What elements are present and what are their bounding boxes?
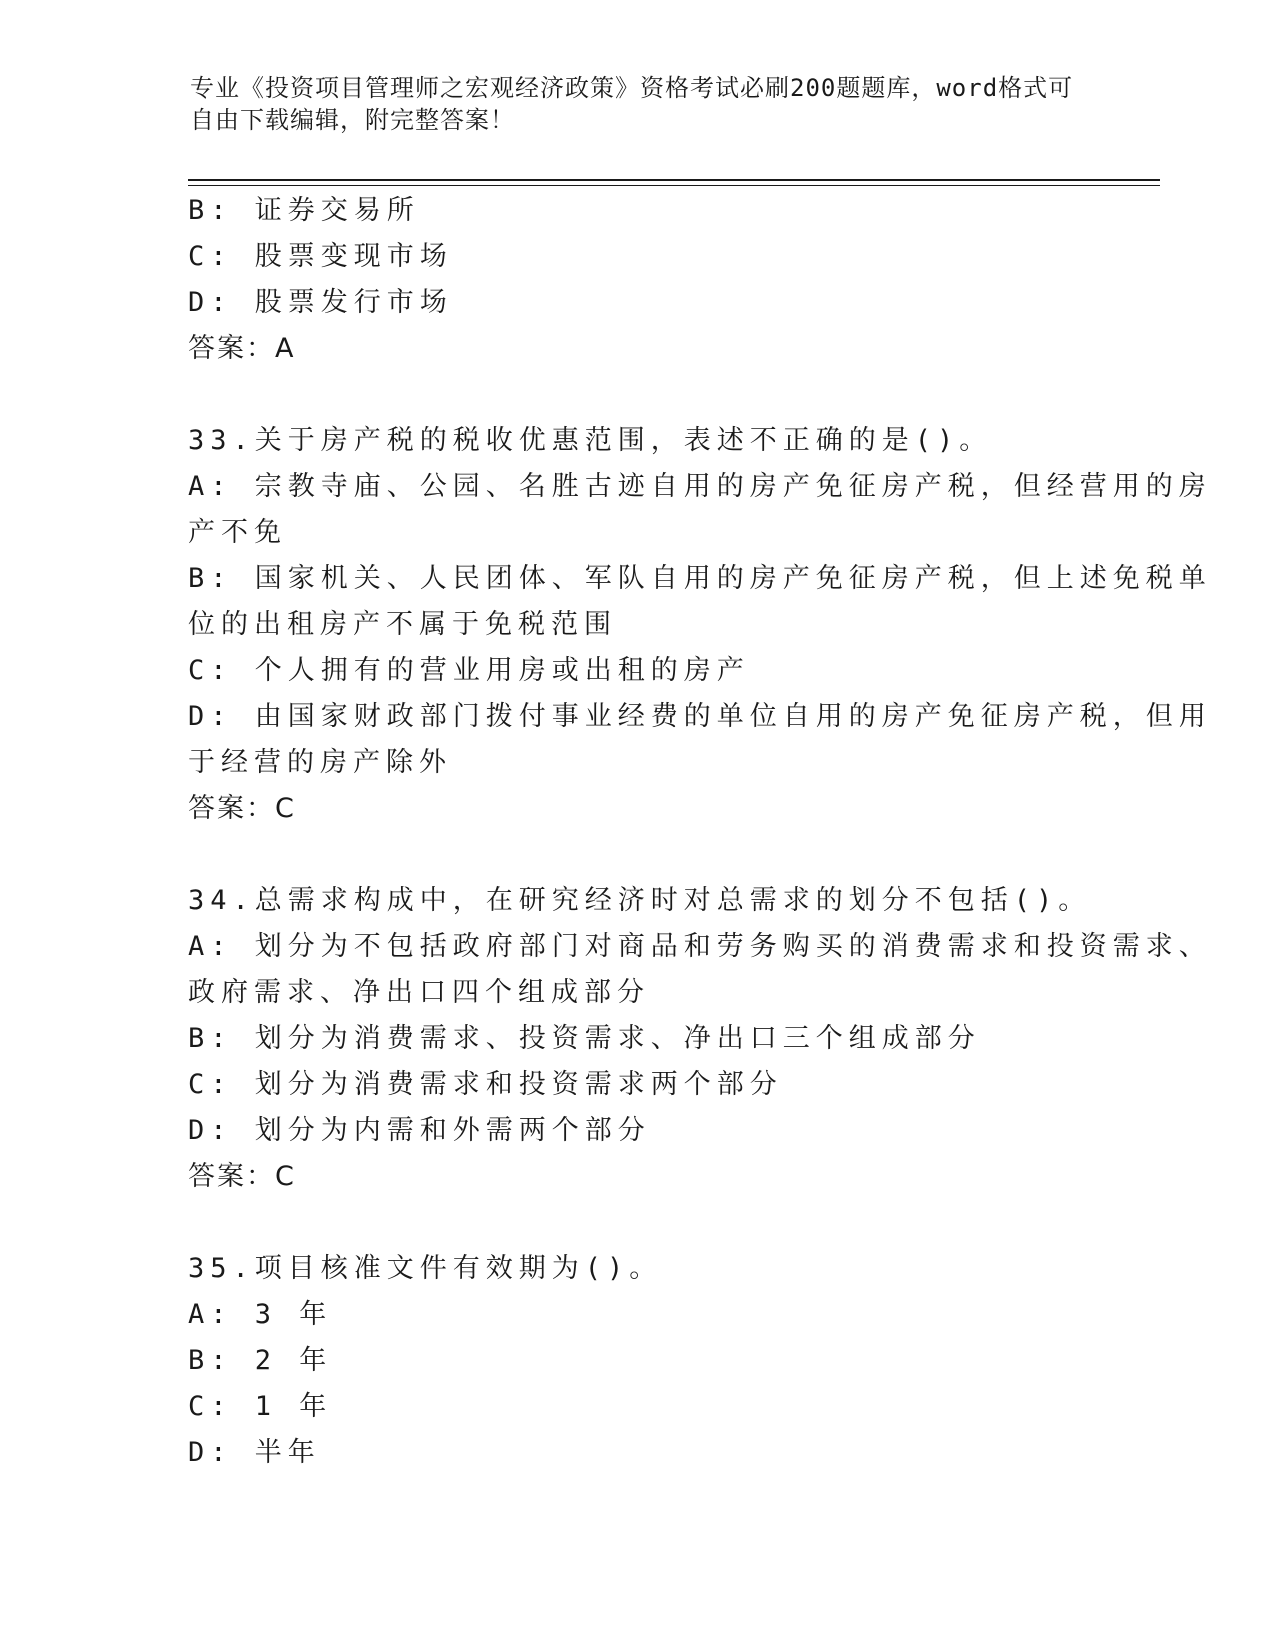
question-text: 34.总需求构成中，在研究经济时对总需求的划分不包括()。: [188, 885, 1092, 916]
spacer: [188, 832, 1088, 878]
option-c: C: 个人拥有的营业用房或出租的房产: [188, 655, 750, 686]
option-b: B: 国家机关、人民团体、军队自用的房产免征房产税，但上述免税单: [188, 563, 1212, 594]
option-a-cont: 政府需求、净出口四个组成部分: [188, 977, 650, 1008]
question-text: 33.关于房产税的税收优惠范围，表述不正确的是()。: [188, 425, 993, 456]
option-a: A: 宗教寺庙、公园、名胜古迹自用的房产免征房产税，但经营用的房: [188, 471, 1212, 502]
answer-label: 答案：C: [188, 793, 296, 824]
option-a: A: 3 年: [188, 1299, 333, 1330]
document-header: [190, 72, 1090, 136]
option-c: C: 划分为消费需求和投资需求两个部分: [188, 1069, 783, 1100]
header-line-2: 自由下载编辑，附完整答案！: [190, 106, 515, 134]
option-d-cont: 于经营的房产除外: [188, 747, 452, 778]
question-35: [188, 1246, 1088, 1476]
spacer: [188, 1200, 1088, 1246]
option-b: B: 划分为消费需求、投资需求、净出口三个组成部分: [188, 1023, 981, 1054]
option-c: C: 1 年: [188, 1391, 333, 1422]
option-a: A: 划分为不包括政府部门对商品和劳务购买的消费需求和投资需求、: [188, 931, 1212, 962]
question-32-tail: [188, 188, 1088, 372]
option-c: C: 股票变现市场: [188, 241, 453, 272]
answer-label: 答案：C: [188, 1161, 296, 1192]
question-list: [188, 188, 1212, 1476]
question-33: [188, 418, 1212, 832]
option-d: D: 股票发行市场: [188, 287, 453, 318]
header-rule-thin: [188, 185, 1160, 186]
answer-label: 答案：A: [188, 333, 296, 364]
option-b: B: 证券交易所: [188, 195, 420, 226]
header-rule-thick: [188, 179, 1160, 181]
question-34: [188, 878, 1212, 1200]
spacer: [188, 372, 1088, 418]
option-d: D: 半年: [188, 1437, 321, 1468]
option-a-cont: 产不免: [188, 517, 287, 548]
option-b-cont: 位的出租房产不属于免税范围: [188, 609, 617, 640]
option-d: D: 由国家财政部门拨付事业经费的单位自用的房产免征房产税，但用: [188, 701, 1212, 732]
option-d: D: 划分为内需和外需两个部分: [188, 1115, 651, 1146]
header-line-1: 专业《投资项目管理师之宏观经济政策》资格考试必刷200题题库，word格式可: [190, 74, 1074, 102]
question-text: 35.项目核准文件有效期为()。: [188, 1253, 663, 1284]
option-b: B: 2 年: [188, 1345, 333, 1376]
